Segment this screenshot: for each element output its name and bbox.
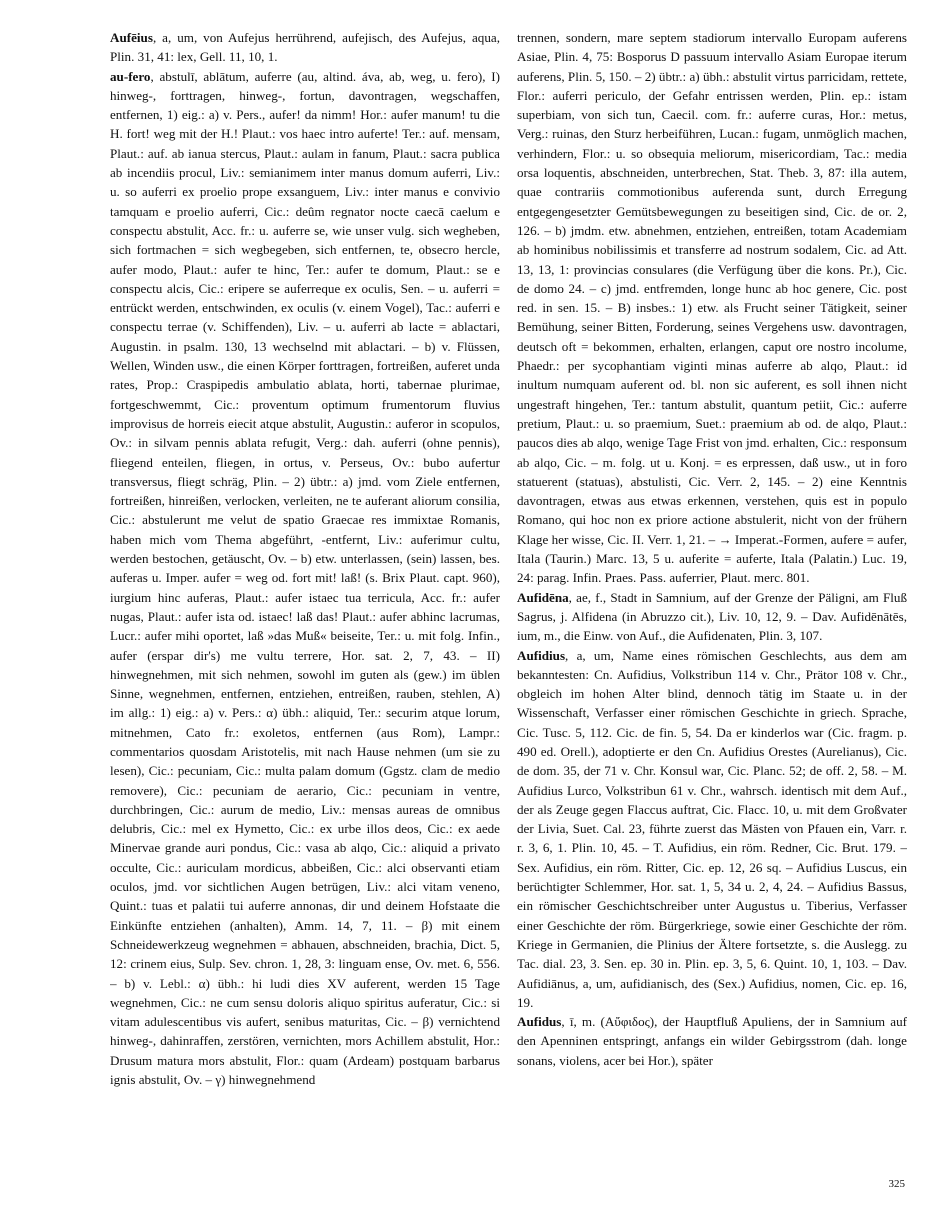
entry-headword: Aufēius [110, 30, 153, 45]
entry-body: , a, um, von Aufejus herrührend, aufejisch, des Aufejus, aqua, Plin. 31, 41: lex, Gell. 11, 10, 1. [110, 30, 500, 65]
dictionary-entry [517, 646, 907, 1013]
dictionary-entry [517, 1012, 907, 1070]
entry-headword: Aufidēna [517, 589, 569, 605]
entry-headword: au-fero [110, 68, 151, 84]
dictionary-entry [110, 67, 500, 1090]
entry-continuation: trennen, sondern, mare septem stadiorum intervallo Europam auferens Asiae, Plin. 4, 75: Bosporus D passuum intervallo Asiam Europae iterum auferens, Plin. 5, 150. – 2) übtr.: a) übh.: abstulit virtus parricidam, rettete, Flor.: auferri periculo, der Gefahr entrissen werden, Plin. ep.: istam superbiam, von sich tun, Caecil. com. fr.: auferre curas, Hor.: metus, Verg.: ruinas, den Sturz herbeiführen, Lucan.: fugam, unmöglich machen, verhindern, Flor.: u. so obsequia meliorum, misericordiam, Tac.: media orsa loquentis, abschneiden, unterbrechen, Stat. Theb. 3, 87: illa autem, quae contrariis commotionibus auferenda sunt, durch Erregung entgegengesetzter Gemütsbewegungen zu beseitigen sind, Cic. de or. 2, 126. – b) jmdm. etw. abnehmen, entziehen, entreißen, totam Academiam ab hominibus nobilissimis et transferre ad nostrum sodalem, Cic. ad Att. 13, 13, 1: provincias consulares (die Verfügung über die kons. Pr.), Cic. de domo 24. – c) jmd. entfremden, longe hunc ab hoc genere, Cic. post red. in sen. 15. – B) insbes.: 1) etw. als Frucht seiner Tätigkeit, seiner Bemühung, seiner Bitten, Forderung, seines Vergehens usw. davontragen, deutsch oft = bekommen, erhalten, erlangen, caput ore nostro incolume, Phaedr.: per sycophantiam viginti minas auferre ab alqo, Plaut.: id inultum numquam auferent od. bl. non sic auferent, es soll ihnen nicht ungestraft hingehen, Ter.: tantum abstulit, quantum petiit, Cic.: auferre pretium, Plaut.: u. so praemium, Suet.: praemium ab od. de alqo, Plaut.: paucos dies ab alqo, wenige Tage Frist von jmd. erhalten, Cic.: responsum ab alqo, Cic. – m. folg. ut u. Konj. = es erpressen, daß usw., ut in foro statuerent (statuas), abstulisti, Cic. Verr. 2, 145. – 2) eine Kenntnis davontragen, etwas aus etwas erkennen, verstehen, quis est in populo Romano, qui hoc non ex priore actione abstulerit, nicht von der frühern Klage her wisse, Cic. II. Verr. 1, 21. – → Imperat.-Formen, aufere = aufer, Itala (Taurin.) Marc. 13, 5 u. auferite = auferte, Itala (Palatin.) Luc. 19, 24: parag. Infin. Praes. Pass. auferrier, Plaut. merc. 801. [517, 30, 907, 586]
entry-body: , a, um, Name eines römischen Geschlechts, aus dem am bekanntesten: Cn. Aufidius, Volkstribun 114 v. Chr., Prätor 108 v. Chr., obgleich im hohen Alter blind, dennoch tätig im Staate u. in der Wissenschaft, Verfasser einer römischen Geschichte in griech. Sprache, Cic. Tusc. 5, 112. Cic. de fin. 5, 54. Da er kinderlos war (Cic. fragm. p. 490 ed. Orell.), adoptierte er den Cn. Aufidius Orestes (Aurelianus), Cic. de dom. 35, der 71 v. Chr. Konsul war, Cic. Planc. 52; de off. 2, 58. – M. Aufidius Lurco, Volkstribun 61 v. Chr., wahrsch. identisch mit dem Auf., der als Zeuge gegen Flaccus auftrat, Cic. Flacc. 10, u. mit dem Großvater der Livia, Suet. Cal. 23, führte zuerst das Mästen von Pfauen ein, Varr. r. r. 3, 6, 1. Plin. 10, 45. – T. Aufidius, ein röm. Redner, Cic. Brut. 179. – Sex. Aufidius, ein röm. Ritter, Cic. ep. 12, 26 sq. – Aufidius Luscus, ein berüchtigter Schlemmer, Hor. sat. 1, 5, 34 u. 2, 4, 24. – Aufidius Bassus, ein römischer Geschichtschreiber unter Augustus u. Tiberius, Verfasser einer Geschichte der röm. Bürgerkriege, sowie einer Geschichte der röm. Kriege in Germanien, die Plinius der Ältere fortsetzte, s. die Auslegg. zu Tac. dial. 23, 3. Sen. ep. 30 in. Plin. ep. 3, 5, 6. Quint. 10, 1, 103. – Dav. Aufidiānus, a, um, aufidianisch, des (Sex.) Aufidius, nomen, Cic. ep. 16, 19. [517, 647, 907, 1010]
entry-headword: Aufidus [517, 1014, 562, 1030]
right-column [517, 28, 907, 1178]
entry-body: , abstulī, ablātum, auferre (au, altind. áva, ab, weg, u. fero), I) hinweg-, forttragen, hinweg-, fortun, davontragen, wegschaffen, entfernen, 1) eig.: a) v. Pers., aufer! da nimm! Hor.: aufer manum! tu die H. fort! weg mit der H.! Plaut.: vos haec intro auferte! Ter.: auf. mensam, Plaut.: auf. ab ianua stercus, Plaut.: aulam in fanum, Plaut.: sacra publica ab incendiis procul, Liv.: semianimem inter manus domum auferri, Liv.: u. so auferri ex proelio prope exsanguem, Liv.: inter manus e convivio tamquam e proelio auferri, Cic.: deûm regnator nocte caecā caelum e conspectu abstulit, Acc. fr.: u. auferre se, wie unser vulg. sich wegheben, sich fortmachen = sich wegbegeben, sich entfernen, te, obsecro hercle, aufer modo, Plaut.: aufer te hinc, Ter.: aufer te domum, Plaut.: se e conspectu alcis, Cic.: eripere se auferreque ex oculis, Sen. – u. auferri = entrückt werden, entschwinden, ex oculis (v. einem Vogel), Tac.: auferri e conspectu terrae (v. Schiffenden), Liv. – u. auferri ab lacte = ablactari, Augustin. in psalm. 130, 13 wechselnd mit ablactari. – b) v. Flüssen, Wellen, Winden usw., die einen Körper forttragen, fortreißen, auferet unda rates, Prop.: Craspipedis ambulatio ablata, horti, tabernae plurimae, fortgeschwemmt, Cic.: proventum optimum frumentorum fluvius improvisus de horreis eiecit atque abstulit, Augustin.: auferor in scopulos, Ov.: in silvam pennis ablata refugit, Verg.: dah. auferri (ohne pennis), fliegend enteilen, fliegen, in ortus, v. Perseus, Ov.: bubo aufertur transversus, fliegt schräg, Plin. – 2) übtr.: a) jmd. vom Ziele entfernen, fortreißen, hinreißen, verlocken, verleiten, ne te auferant aliorum consilia, Cic.: abstulerunt me velut de spatio Graecae res immixtae Romanis, haben mich vom Thema abgeführt, -entfernt, Liv.: auferimur cultu, werden bestochen, getäuscht, Ov. – b) etw. unterlassen, (sein) lassen, bes. auferas u. Imper. aufer = weg od. fort mit! laß! (s. Brix Plaut. capt. 960), iurgium hinc auferas, Plaut.: aufer istaec tua terricula, Acc. fr.: aufer nugas, Plaut.: aufer ista od. istaec! laß das! Plaut.: aufer abhinc lacrumas, Lucr.: aufer mihi oportet, laß »das Muß« beiseite, Ter.: u. mit folg. Infin., aufer (erspar dir's) me vultu terrere, Hor. sat. 2, 7, 43. – II) hinwegnehmen, mit sich nehmen, sowohl im guten als (gew.) im üblen Sinne, wegnehmen, entfernen, entziehen, entreißen, rauben, stehlen, A) im allg.: 1) eig.: a) v. Pers.: α) übh.: aliquid, Ter.: securim atque lorum, mitnehmen, Cato fr.: exoletos, entfernen (aus Rom), Lampr.: commentarios quosdam Aristotelis, mit nach Hause nehmen (um sie zu lesen), Cic.: pecuniam, Cic.: multa palam domum (Ggstz. clam de medio removere), Cic.: pecuniam de aerario, Cic.: pecuniam in ventre, durchbringen, Cic.: aurum de medio, Liv.: mensas aureas de omnibus delubris, Cic.: mel ex Hymetto, Cic.: ex urbe illos deos, Cic.: ex aede Minervae grande auri pondus, Cic.: vasa ab alqo, Cic.: aliquid a privato occulte, Cic.: auriculam mordicus, abbeißen, Cic.: alci observanti etiam oculos, jmd. vor sichtlichen Augen betrügen, Liv.: alci vitam veneno, Quint.: tuas et palatii tui auferre annonas, dir und deinem Hofstaate die Einkünfte entziehen (anhalten), Amm. 14, 7, 11. – β) mit einem Schneidewerkzeug wegnehmen = abhauen, abschneiden, brachia, Dict. 5, 12: crinem eius, Sulp. Sev. chron. 1, 28, 3: linguam ense, Ov. met. 6, 556. – b) v. Lebl.: α) übh.: hi ludi dies XV auferent, werden 15 Tage wegnehmen, Cic.: ne cum sensu doloris aliquo spiritus auferatur, Cic.: si vitam adulescentibus vis aufert, senibus maturitas, Cic. – β) vernichtend hinweg-, dahinraffen, zerstören, vernichten, mors Achillem abstulit, Hor.: Drusum matura mors abstulit, Flor.: quam (Ardeam) postquam barbarus ignis abstulit, Ov. – γ) hinwegnehmend [110, 68, 500, 1088]
entry-headword: Aufidius [517, 647, 566, 663]
page-number: 325 [888, 1178, 905, 1190]
entry-body: , ae, f., Stadt in Samnium, auf der Grenze der Päligni, am Fluß Sagrus, j. Alfidena (in Abruzzo cit.), Liv. 10, 12, 9. – Dav. Aufidēnātēs, ium, m., die Einw. von Auf., die Aufidenaten, Plin. 3, 107. [517, 589, 907, 644]
entry-body: , ī, m. (Αὔφιδος), der Hauptfluß Apuliens, der in Samnium auf den Apenninen entspringt, anfangs ein wilder Gebirgsstrom (dah. longe sonans, violens, acer bei Hor.), später [517, 1014, 907, 1068]
dictionary-entry [110, 28, 500, 67]
dictionary-entry [517, 588, 907, 646]
left-column [110, 28, 500, 1178]
